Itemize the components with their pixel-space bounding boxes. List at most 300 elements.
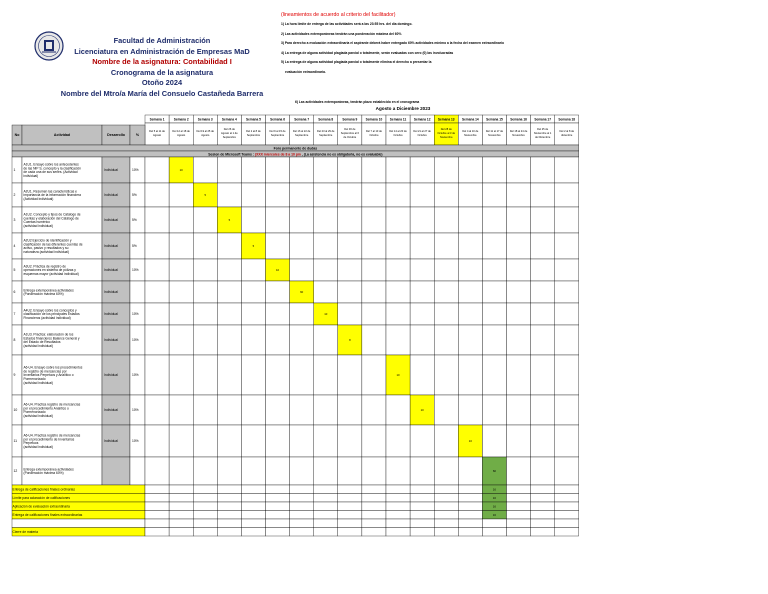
week-cell xyxy=(434,325,458,355)
week-cell xyxy=(555,425,579,457)
week-label: Semana 9 xyxy=(342,117,358,122)
milestone-week-cell xyxy=(266,511,290,520)
rule-item: 2) Las actividades extemporáneas tendrán una ponderación máxima del 60% xyxy=(281,31,402,36)
extra-rule: 6) Las actividades extemporáneas, tendrán plazo establecido en el cronograma xyxy=(295,100,420,104)
week-label: Semana 14 xyxy=(462,117,479,122)
week-cell xyxy=(314,233,338,259)
milestone-week-cell xyxy=(314,485,338,494)
week-cell xyxy=(410,259,434,281)
milestone-week-cell xyxy=(241,528,265,537)
milestone-week-cell xyxy=(338,511,362,520)
week-cell xyxy=(193,157,217,183)
week-cell xyxy=(555,325,579,355)
milestone-week-cell xyxy=(145,485,169,494)
milestone-week-cell xyxy=(555,485,579,494)
milestone-week-cell xyxy=(482,519,506,528)
milestone-week-cell xyxy=(290,519,314,528)
milestone-week-cell xyxy=(410,485,434,494)
activity-description-line: del Estado de Resultados xyxy=(23,340,61,345)
week-cell xyxy=(169,325,193,355)
week-cell xyxy=(266,425,290,457)
milestone-week-cell xyxy=(555,519,579,528)
milestone-week-cell xyxy=(458,511,482,520)
week-cell xyxy=(266,207,290,233)
milestone-week-cell xyxy=(555,502,579,511)
week-cell xyxy=(507,157,531,183)
activity-weight-cell xyxy=(130,281,145,303)
rule-item: 1) La hora límite de entrega de las actividades será a las 23:55 hrs. del día domingo. xyxy=(281,22,413,26)
week-cell-mark: 5 xyxy=(204,193,207,198)
milestone-week-cell xyxy=(458,485,482,494)
week-cell xyxy=(386,303,410,325)
week-cell xyxy=(145,355,169,395)
week-cell xyxy=(193,395,217,425)
milestone-week-cell xyxy=(531,511,555,520)
milestone-week-cell xyxy=(145,494,169,503)
week-cell xyxy=(314,207,338,233)
week-cell xyxy=(482,303,506,325)
activity-weight: 10% xyxy=(132,268,139,273)
week-cell xyxy=(290,425,314,457)
milestone-week-cell xyxy=(169,519,193,528)
milestone-week-cell xyxy=(217,502,241,511)
activity-number: 6 xyxy=(13,290,16,295)
milestone-week-cell xyxy=(386,528,410,537)
week-cell xyxy=(338,157,362,183)
week-cell xyxy=(458,183,482,207)
week-date-text: Agosto al 1 de xyxy=(221,132,238,135)
activity-number: 8 xyxy=(13,338,16,343)
milestone-week-cell xyxy=(531,494,555,503)
activity-description-line: (actividad individual) xyxy=(23,224,53,229)
week-date-text: Noviembre xyxy=(464,134,477,137)
activity-weight: 5% xyxy=(132,218,137,223)
forum-row-label: Foro permanente de dudas xyxy=(273,146,318,151)
milestone-label: Entrega de calificaciones finales ordinarias xyxy=(12,487,75,492)
activity-description-line: A3U2. Práctica de registro de xyxy=(23,264,66,269)
milestone-week-cell xyxy=(362,519,386,528)
milestone-week-cell xyxy=(314,511,338,520)
program-name: Licenciatura en Administración de Empresas MaD xyxy=(74,46,250,56)
week-cell xyxy=(410,425,434,457)
activity-number: 9 xyxy=(13,373,16,378)
week-date-text: Del 7 al 13 de xyxy=(365,130,382,133)
milestone-week-cell xyxy=(145,511,169,520)
week-cell xyxy=(482,183,506,207)
week-cell-mark: 10 xyxy=(275,268,280,273)
activity-description-line: Estados financieros Balance General y xyxy=(23,336,80,341)
activity-description-line: de las NIF´S, concepto y la clasificación xyxy=(23,166,81,171)
week-cell xyxy=(507,425,531,457)
milestone-week-cell xyxy=(338,494,362,503)
week-cell xyxy=(362,183,386,207)
rules-title: (lineamientos de acuerdo al criterio del facilitador) xyxy=(281,12,396,18)
milestone-week-cell xyxy=(531,502,555,511)
rule-item: 3) Para derecho a evaluación extraordinaria el aspirante deberá haber entregado 60% actividades mínimo a la fecha del examen extraordinario xyxy=(281,41,504,46)
week-cell xyxy=(531,157,555,183)
week-cell xyxy=(266,355,290,395)
week-cell xyxy=(362,281,386,303)
week-cell xyxy=(507,395,531,425)
milestone-week-cell xyxy=(145,528,169,537)
week-date-text: Septiembre xyxy=(295,134,309,137)
week-cell xyxy=(217,355,241,395)
milestone-week-cell xyxy=(507,494,531,503)
week-cell xyxy=(217,233,241,259)
week-cell xyxy=(362,325,386,355)
week-cell xyxy=(410,207,434,233)
activity-description-line: (actividad individual) xyxy=(23,414,53,419)
milestone-week-cell xyxy=(314,502,338,511)
milestone-week-cell xyxy=(193,519,217,528)
activity-description-line: operaciones en sistema de pólizas y xyxy=(23,268,76,273)
week-cell xyxy=(266,281,290,303)
week-cell xyxy=(241,395,265,425)
week-cell xyxy=(386,259,410,281)
week-cell xyxy=(482,157,506,183)
week-cell xyxy=(145,157,169,183)
milestone-week-cell xyxy=(362,511,386,520)
week-cell xyxy=(193,259,217,281)
milestone-week-cell xyxy=(507,519,531,528)
week-cell xyxy=(290,259,314,281)
milestone-week-cell xyxy=(410,494,434,503)
week-date-text: de Octubre xyxy=(343,136,357,139)
week-date-text: Del 16 al 22 de xyxy=(292,130,311,133)
week-date-text: Del 18 al 24 de xyxy=(509,130,528,133)
week-cell xyxy=(555,395,579,425)
column-header-label: Desarrollo xyxy=(107,133,125,138)
week-cell xyxy=(410,457,434,485)
milestone-week-cell xyxy=(555,528,579,537)
milestone-week-cell xyxy=(507,528,531,537)
week-cell xyxy=(386,233,410,259)
week-cell xyxy=(531,457,555,485)
week-cell xyxy=(217,325,241,355)
week-cell xyxy=(555,233,579,259)
week-cell xyxy=(314,395,338,425)
activity-mode: Individual xyxy=(104,193,118,198)
week-cell xyxy=(410,233,434,259)
week-cell xyxy=(145,425,169,457)
milestone-week-cell xyxy=(338,502,362,511)
rule-item: 5) La entrega de alguna actividad plagiada parcial o totalmente elimina el derecho a presentar la xyxy=(281,60,432,65)
week-cell xyxy=(482,355,506,395)
week-cell xyxy=(482,425,506,457)
milestone-week-cell xyxy=(458,519,482,528)
week-cell xyxy=(241,183,265,207)
week-date-text: Del 14 al 20 de xyxy=(389,130,407,133)
week-cell-mark: 5 xyxy=(252,244,255,249)
week-cell xyxy=(507,281,531,303)
week-cell xyxy=(290,325,314,355)
activity-description-line: clasificación de las diferentes cuentas de xyxy=(23,242,83,247)
milestone-label: Límite para aclaración de calificaciones xyxy=(12,495,71,500)
week-cell xyxy=(482,207,506,233)
milestone-week-cell xyxy=(241,485,265,494)
week-cell xyxy=(507,233,531,259)
week-cell xyxy=(266,157,290,183)
activity-mode: Individual xyxy=(104,168,118,173)
week-cell-mark: 10 xyxy=(396,373,400,378)
term-label: Otoño 2024 xyxy=(141,78,183,88)
week-cell xyxy=(266,457,290,485)
activity-number: 11 xyxy=(13,439,18,444)
week-cell xyxy=(410,355,434,395)
week-cell xyxy=(386,395,410,425)
activity-number: 1 xyxy=(13,168,16,173)
week-label: Semana 17 xyxy=(534,117,551,122)
week-date-text: Octubre xyxy=(417,134,427,137)
activity-number: 2 xyxy=(13,193,16,198)
milestone-week-cell xyxy=(290,494,314,503)
week-cell xyxy=(290,183,314,207)
week-cell xyxy=(338,259,362,281)
week-date-text: Septiembre xyxy=(270,134,285,137)
week-cell xyxy=(169,355,193,395)
milestone-week-cell xyxy=(169,511,193,520)
week-cell xyxy=(531,281,555,303)
week-cell xyxy=(531,207,555,233)
week-cell-mark: 5 xyxy=(228,218,231,223)
week-date-text: Del 25 de xyxy=(537,128,549,131)
activity-description-line: (Ponderación máxima 60%) xyxy=(23,471,64,476)
week-cell xyxy=(410,325,434,355)
faculty-name: Facultad de Administración xyxy=(113,36,211,45)
milestone-week-cell xyxy=(386,494,410,503)
week-cell xyxy=(507,457,531,485)
week-cell xyxy=(482,281,506,303)
activity-number: 5 xyxy=(13,268,16,273)
activity-description-line: (Actividad individual) xyxy=(23,197,54,202)
week-cell xyxy=(169,425,193,457)
week-label: Semana 3 xyxy=(197,117,213,122)
week-cell xyxy=(217,183,241,207)
week-label: Semana 13 xyxy=(437,117,455,122)
week-cell xyxy=(145,183,169,207)
week-cell xyxy=(507,259,531,281)
activity-number: 10 xyxy=(13,408,18,413)
week-date-text: Octubre xyxy=(369,134,379,137)
week-cell xyxy=(241,325,265,355)
week-cell xyxy=(458,395,482,425)
milestone-week-cell xyxy=(314,494,338,503)
week-cell xyxy=(314,183,338,207)
activity-description-line: (actividad individual) xyxy=(23,445,53,450)
activity-description-line: Financieros (actividad individual) xyxy=(23,316,71,321)
milestone-mark: 16 xyxy=(492,495,497,500)
week-cell xyxy=(266,183,290,207)
week-cell xyxy=(555,457,579,485)
week-cell xyxy=(241,303,265,325)
week-cell xyxy=(314,281,338,303)
activity-description-line: A1U3. Practica: elaboración de los xyxy=(23,332,74,337)
milestone-week-cell xyxy=(266,502,290,511)
milestone-week-cell xyxy=(266,519,290,528)
week-cell xyxy=(386,425,410,457)
activity-weight: 5% xyxy=(132,193,137,198)
week-cell xyxy=(362,157,386,183)
week-cell xyxy=(290,395,314,425)
week-cell xyxy=(241,355,265,395)
milestone-week-cell xyxy=(410,519,434,528)
week-cell xyxy=(458,259,482,281)
week-cell xyxy=(482,233,506,259)
activity-description-line: Entrega extemporánea actividades xyxy=(23,467,74,472)
activity-mode-cell xyxy=(102,457,130,485)
activity-weight-cell xyxy=(130,457,145,485)
week-cell xyxy=(531,395,555,425)
milestone-week-cell xyxy=(338,519,362,528)
week-cell xyxy=(458,355,482,395)
week-cell xyxy=(169,457,193,485)
activity-description-line: A1U1. Ensayo sobre los antecedentes xyxy=(23,162,79,167)
week-cell xyxy=(241,259,265,281)
milestone-week-cell xyxy=(290,485,314,494)
week-label: Semana 6 xyxy=(270,117,285,122)
week-cell xyxy=(555,259,579,281)
activity-description-line: A6-U4. Practica registro de mercancías xyxy=(23,433,81,438)
week-cell xyxy=(531,355,555,395)
week-cell xyxy=(434,355,458,395)
week-cell xyxy=(482,395,506,425)
week-date-text: Septiembre al 6 xyxy=(340,132,359,135)
week-cell xyxy=(386,207,410,233)
week-cell xyxy=(555,207,579,233)
week-cell xyxy=(362,425,386,457)
week-cell-mark: 60 xyxy=(300,290,304,295)
week-cell xyxy=(145,233,169,259)
week-date-text: Noviembre xyxy=(439,136,453,139)
week-date-text: Del 21 al 27 de xyxy=(413,130,431,133)
week-cell xyxy=(458,303,482,325)
week-cell xyxy=(338,303,362,325)
week-date-text: Del 19 al 25 de xyxy=(196,130,214,133)
activity-mode: Individual xyxy=(104,218,118,223)
milestone-week-cell xyxy=(241,494,265,503)
activity-weight: 10% xyxy=(132,338,139,343)
week-cell xyxy=(145,457,169,485)
week-cell xyxy=(217,259,241,281)
week-cell xyxy=(217,395,241,425)
week-cell xyxy=(338,281,362,303)
milestone-week-cell xyxy=(410,528,434,537)
milestone-week-cell xyxy=(266,494,290,503)
activity-mode: Individual xyxy=(104,290,118,295)
week-cell xyxy=(338,425,362,457)
column-header-label: % xyxy=(135,133,140,138)
milestone-week-cell xyxy=(145,519,169,528)
week-cell xyxy=(362,207,386,233)
week-date-text: Noviembre xyxy=(488,134,501,137)
week-cell xyxy=(434,233,458,259)
week-cell xyxy=(241,157,265,183)
activity-description-line: naturaleza (actividad individual) xyxy=(23,250,70,255)
milestone-week-cell xyxy=(362,494,386,503)
week-cell xyxy=(362,355,386,395)
week-cell xyxy=(507,325,531,355)
week-date-text: Del 23 al 29 de xyxy=(317,130,335,133)
week-cell-mark: 10 xyxy=(468,439,472,444)
week-date-text: Agosto xyxy=(177,134,186,137)
milestone-week-cell xyxy=(241,519,265,528)
activity-description-line: individual) xyxy=(23,174,39,179)
week-cell xyxy=(434,425,458,457)
week-cell xyxy=(531,183,555,207)
week-cell xyxy=(314,355,338,395)
week-cell xyxy=(314,425,338,457)
week-cell xyxy=(386,325,410,355)
activity-mode: Individual xyxy=(104,338,118,343)
activity-description-line: importancia de la información financiera xyxy=(23,193,81,198)
milestone-week-cell xyxy=(434,485,458,494)
milestone-mark: 16 xyxy=(492,512,497,517)
week-cell-mark: 8 xyxy=(349,338,351,343)
milestone-week-cell xyxy=(482,528,506,537)
week-cell xyxy=(145,303,169,325)
milestone-week-cell xyxy=(169,528,193,537)
week-date-text: Agosto xyxy=(153,134,162,137)
week-cell xyxy=(169,233,193,259)
activity-number: 3 xyxy=(13,218,16,223)
week-cell xyxy=(386,457,410,485)
milestone-week-cell xyxy=(434,502,458,511)
milestone-week-cell xyxy=(434,528,458,537)
week-label: Semana 15 xyxy=(486,117,503,122)
week-cell xyxy=(507,183,531,207)
activity-mode: Individual xyxy=(104,268,118,273)
milestone-week-cell xyxy=(386,511,410,520)
week-date-text: Del 12 al 18 de xyxy=(172,130,190,133)
week-cell-mark: 10 xyxy=(324,312,328,317)
week-cell xyxy=(290,207,314,233)
week-cell xyxy=(338,183,362,207)
activity-weight: 10% xyxy=(132,373,139,378)
milestone-week-cell xyxy=(458,528,482,537)
week-cell xyxy=(362,395,386,425)
week-cell-mark: 60 xyxy=(492,469,497,474)
week-label: Semana 18 xyxy=(558,117,576,122)
week-cell xyxy=(169,207,193,233)
week-cell xyxy=(290,457,314,485)
week-cell xyxy=(241,425,265,457)
week-cell-mark: 10 xyxy=(179,168,183,173)
milestone-week-cell xyxy=(434,511,458,520)
week-cell xyxy=(266,395,290,425)
milestone-week-cell xyxy=(386,485,410,494)
milestone-week-cell xyxy=(507,511,531,520)
activity-description-line: Inventarios Perpetuos y Analítico o xyxy=(23,373,74,378)
activity-description-line: clasificación de los principales Estados xyxy=(23,312,80,317)
activity-description-line: A2U1. Resumen las características e xyxy=(23,189,77,194)
week-cell xyxy=(434,207,458,233)
week-cell xyxy=(241,281,265,303)
week-date-text: diciembre xyxy=(561,134,573,137)
activity-description-line: Pormenorizado xyxy=(23,410,46,415)
week-cell xyxy=(169,259,193,281)
week-cell xyxy=(290,233,314,259)
week-cell xyxy=(193,303,217,325)
week-label: Semana 8 xyxy=(318,117,334,122)
week-cell xyxy=(145,207,169,233)
milestone-week-cell xyxy=(362,528,386,537)
activity-number: 4 xyxy=(13,244,16,249)
week-label: Semana 1 xyxy=(149,117,165,122)
milestone-week-cell xyxy=(458,502,482,511)
document-title: Cronograma de la asignatura xyxy=(110,67,214,77)
week-date-text: Del 2 al 8 de xyxy=(559,130,575,133)
week-date-text: Septiembre xyxy=(319,134,333,137)
